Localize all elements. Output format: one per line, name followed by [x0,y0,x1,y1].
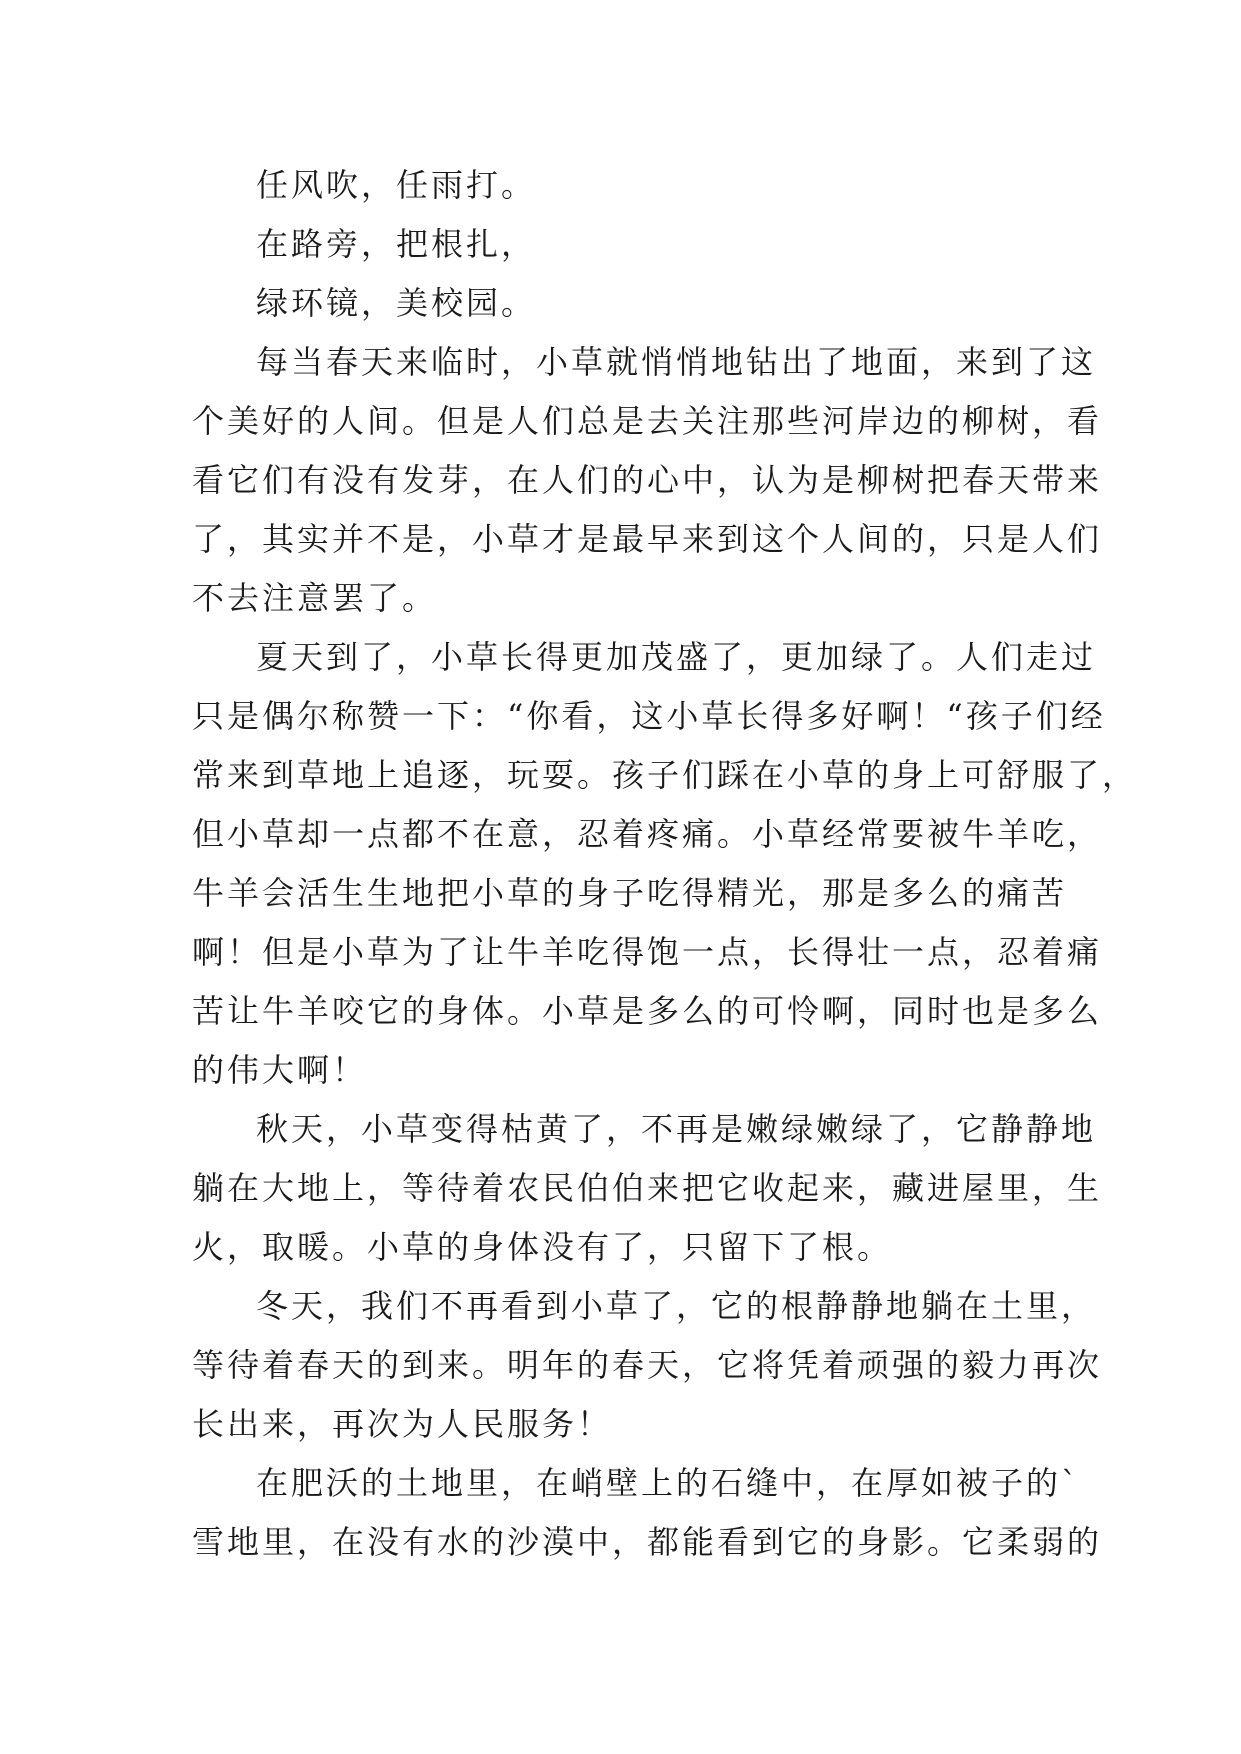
text-line: 火，取暖。小草的身体没有了，只留下了根。 [192,1228,893,1266]
paragraph-autumn [192,1100,1103,1277]
text-line: 每当春天来临时，小草就悄悄地钻出了地面，来到了这 [256,343,1097,381]
text-line: 看它们有没有发芽，在人们的心中，认为是柳树把春天带来 [192,461,1103,499]
text-line: 只是偶尔称赞一下：“你看，这小草长得多好啊！“孩子们经 [192,697,1106,735]
text-line: 常来到草地上追逐，玩耍。孩子们踩在小草的身上可舒服了， [192,756,1138,794]
text-line: 不去注意罢了。 [192,579,438,617]
text-line: 了，其实并不是，小草才是最早来到这个人间的，只是人们 [192,520,1103,558]
text-line: 等待着春天的到来。明年的春天，它将凭着顽强的毅力再次 [192,1346,1103,1384]
text-line: 躺在大地上，等待着农民伯伯来把它收起来，藏进屋里，生 [192,1169,1103,1207]
paragraph-spring [192,333,1103,628]
paragraph-summer [192,628,1138,1100]
text-line: 长出来，再次为人民服务！ [192,1405,613,1443]
text-line: 苦让牛羊咬它的身体。小草是多么的可怜啊，同时也是多么 [192,992,1103,1030]
document-body [192,156,1138,1572]
text-line: 在肥沃的土地里，在峭壁上的石缝中，在厚如被子的` [256,1464,1081,1502]
paragraph-winter [192,1277,1103,1454]
text-line: 个美好的人间。但是人们总是去关注那些河岸边的柳树，看 [192,402,1103,440]
text-line: 冬天，我们不再看到小草了，它的根静静地躺在土里， [256,1287,1097,1325]
text-line: 但小草却一点都不在意，忍着疼痛。小草经常要被牛羊吃， [192,815,1103,853]
text-line: 牛羊会活生生地把小草的身子吃得精光，那是多么的痛苦 [192,874,1068,912]
text-line: 的伟大啊！ [192,1051,368,1089]
verse-line: 任风吹，任雨打。 [256,166,537,204]
verse-line: 绿环镜，美校园。 [256,284,537,322]
paragraph-everywhere [192,1454,1103,1572]
verse-line: 在路旁，把根扎， [256,225,537,263]
text-line: 夏天到了，小草长得更加茂盛了，更加绿了。人们走过 [256,638,1097,676]
text-line: 雪地里，在没有水的沙漠中，都能看到它的身影。它柔弱的 [192,1523,1103,1561]
text-line: 啊！但是小草为了让牛羊吃得饱一点，长得壮一点，忍着痛 [192,933,1103,971]
text-line: 秋天，小草变得枯黄了，不再是嫩绿嫩绿了，它静静地 [256,1110,1097,1148]
